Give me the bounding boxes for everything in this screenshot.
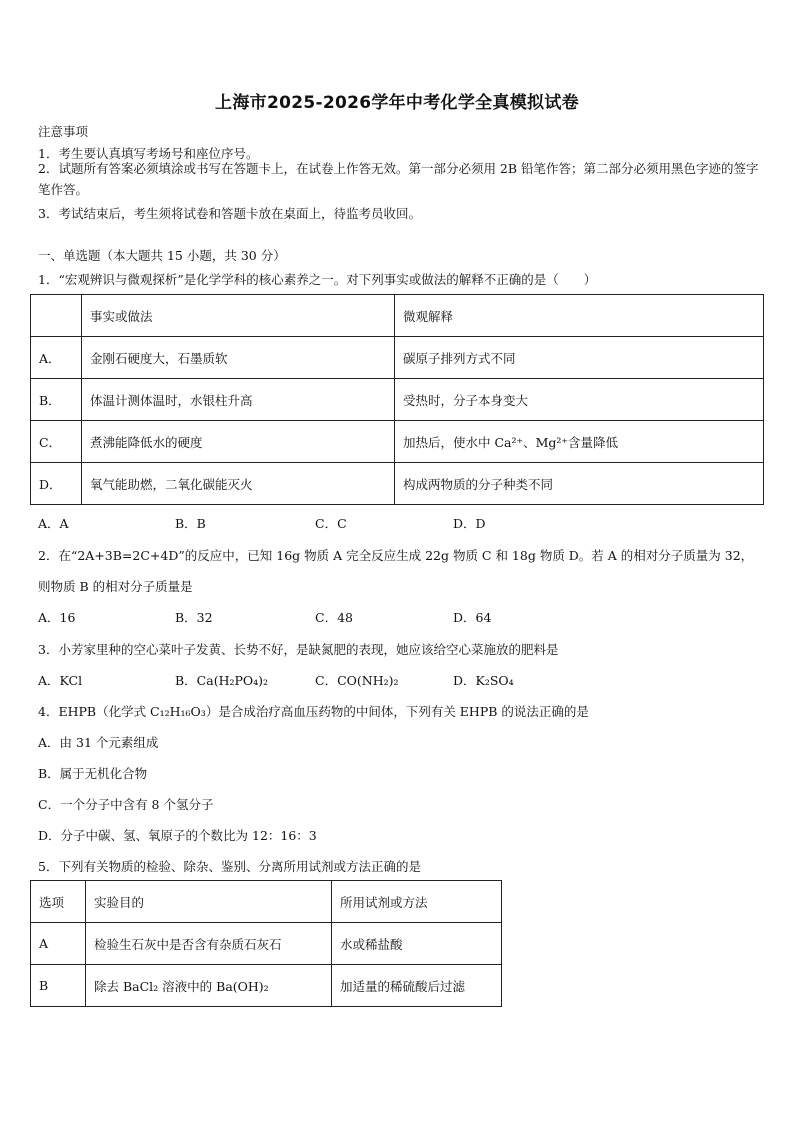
table-row (31, 379, 764, 421)
table-cell: 煮沸能降低水的硬度 (82, 421, 395, 463)
q4-option-d[interactable]: D．分子中碳、氢、氧原子的个数比为 12：16：3 (38, 828, 317, 843)
table-cell (31, 295, 82, 337)
q1-option-a[interactable]: A．A (38, 516, 69, 531)
q4-option-a[interactable]: A．由 31 个元素组成 (38, 735, 159, 750)
q4-option-b[interactable]: B．属于无机化合物 (38, 766, 148, 781)
table-cell: 构成两物质的分子种类不同 (395, 463, 764, 505)
section-heading: 一、单选题（本大题共 15 小题，共 30 分） (38, 248, 286, 263)
table-cell: B． (31, 379, 82, 421)
table-header: 事实或做法 (82, 295, 395, 337)
table-header: 实验目的 (86, 881, 332, 923)
q3-option-c[interactable]: C．CO(NH₂)₂ (315, 673, 399, 688)
table-cell: 氧气能助燃，二氧化碳能灭火 (82, 463, 395, 505)
table-cell: B (31, 965, 86, 1007)
q3-option-d[interactable]: D．K₂SO₄ (453, 673, 514, 688)
q1-option-c[interactable]: C．C (315, 516, 347, 531)
q2-option-d[interactable]: D．64 (453, 610, 492, 625)
q1-stem: 1．“宏观辨识与微观探析”是化学学科的核心素养之一。对下列事实或做法的解释不正确的是（ ） (38, 272, 597, 287)
table-row (31, 295, 764, 337)
q1-option-d[interactable]: D．D (453, 516, 486, 531)
table-header: 微观解释 (395, 295, 764, 337)
table-cell: 检验生石灰中是否含有杂质石灰石 (86, 923, 332, 965)
q3-stem: 3．小芳家里种的空心菜叶子发黄、长势不好，是缺氮肥的表现，她应该给空心菜施放的肥料是 (38, 642, 559, 657)
table-row (31, 881, 502, 923)
table-cell: 碳原子排列方式不同 (395, 337, 764, 379)
table-row (31, 463, 764, 505)
q1-table (30, 294, 764, 505)
notice-item-1: 1．考生要认真填写考场号和座位序号。 (38, 146, 259, 161)
table-header: 所用试剂或方法 (332, 881, 502, 923)
q4-stem: 4．EHPB（化学式 C₁₂H₁₆O₃）是合成治疗高血压药物的中间体，下列有关 EHPB 的说法正确的是 (38, 704, 589, 719)
q2-option-c[interactable]: C．48 (315, 610, 353, 625)
q3-option-a[interactable]: A．KCl (38, 673, 83, 688)
table-row (31, 965, 502, 1007)
table-cell: D． (31, 463, 82, 505)
table-cell: 加适量的稀硫酸后过滤 (332, 965, 502, 1007)
table-cell: 体温计测体温时，水银柱升高 (82, 379, 395, 421)
q2-stem-line1: 2．在“2A+3B=2C+4D”的反应中，已知 16g 物质 A 完全反应生成 22g 物质 C 和 18g 物质 D。若 A 的相对分子质量为 32， (38, 548, 754, 563)
table-cell: 除去 BaCl₂ 溶液中的 Ba(OH)₂ (86, 965, 332, 1007)
q5-stem: 5．下列有关物质的检验、除杂、鉴别、分离所用试剂或方法正确的是 (38, 859, 421, 874)
table-row (31, 337, 764, 379)
q2-option-a[interactable]: A．16 (38, 610, 76, 625)
table-cell: A (31, 923, 86, 965)
table-cell: 加热后，使水中 Ca²⁺、Mg²⁺含量降低 (395, 421, 764, 463)
exam-title: 上海市2025-2026学年中考化学全真模拟试卷 (215, 93, 579, 113)
table-cell: A． (31, 337, 82, 379)
q2-option-b[interactable]: B．32 (175, 610, 213, 625)
q5-table (30, 880, 502, 1007)
notice-item-3: 3．考试结束后，考生须将试卷和答题卡放在桌面上，待监考员收回。 (38, 206, 421, 221)
table-cell: 金刚石硬度大，石墨质软 (82, 337, 395, 379)
q2-stem-line2: 则物质 B 的相对分子质量是 (38, 579, 193, 594)
table-cell: 水或稀盐酸 (332, 923, 502, 965)
notice-heading: 注意事项 (38, 124, 89, 139)
table-row (31, 421, 764, 463)
table-cell: 受热时，分子本身变大 (395, 379, 764, 421)
table-cell: C． (31, 421, 82, 463)
q1-option-b[interactable]: B．B (175, 516, 206, 531)
table-header: 选项 (31, 881, 86, 923)
q3-option-b[interactable]: B．Ca(H₂PO₄)₂ (175, 673, 269, 688)
table-row (31, 923, 502, 965)
notice-item-2: 2．试题所有答案必须填涂或书写在答题卡上，在试卷上作答无效。第一部分必须用 2B 铅笔作答；第二部分必须用黑色字迹的签字笔作答。 (38, 161, 759, 197)
q4-option-c[interactable]: C．一个分子中含有 8 个氢分子 (38, 797, 214, 812)
